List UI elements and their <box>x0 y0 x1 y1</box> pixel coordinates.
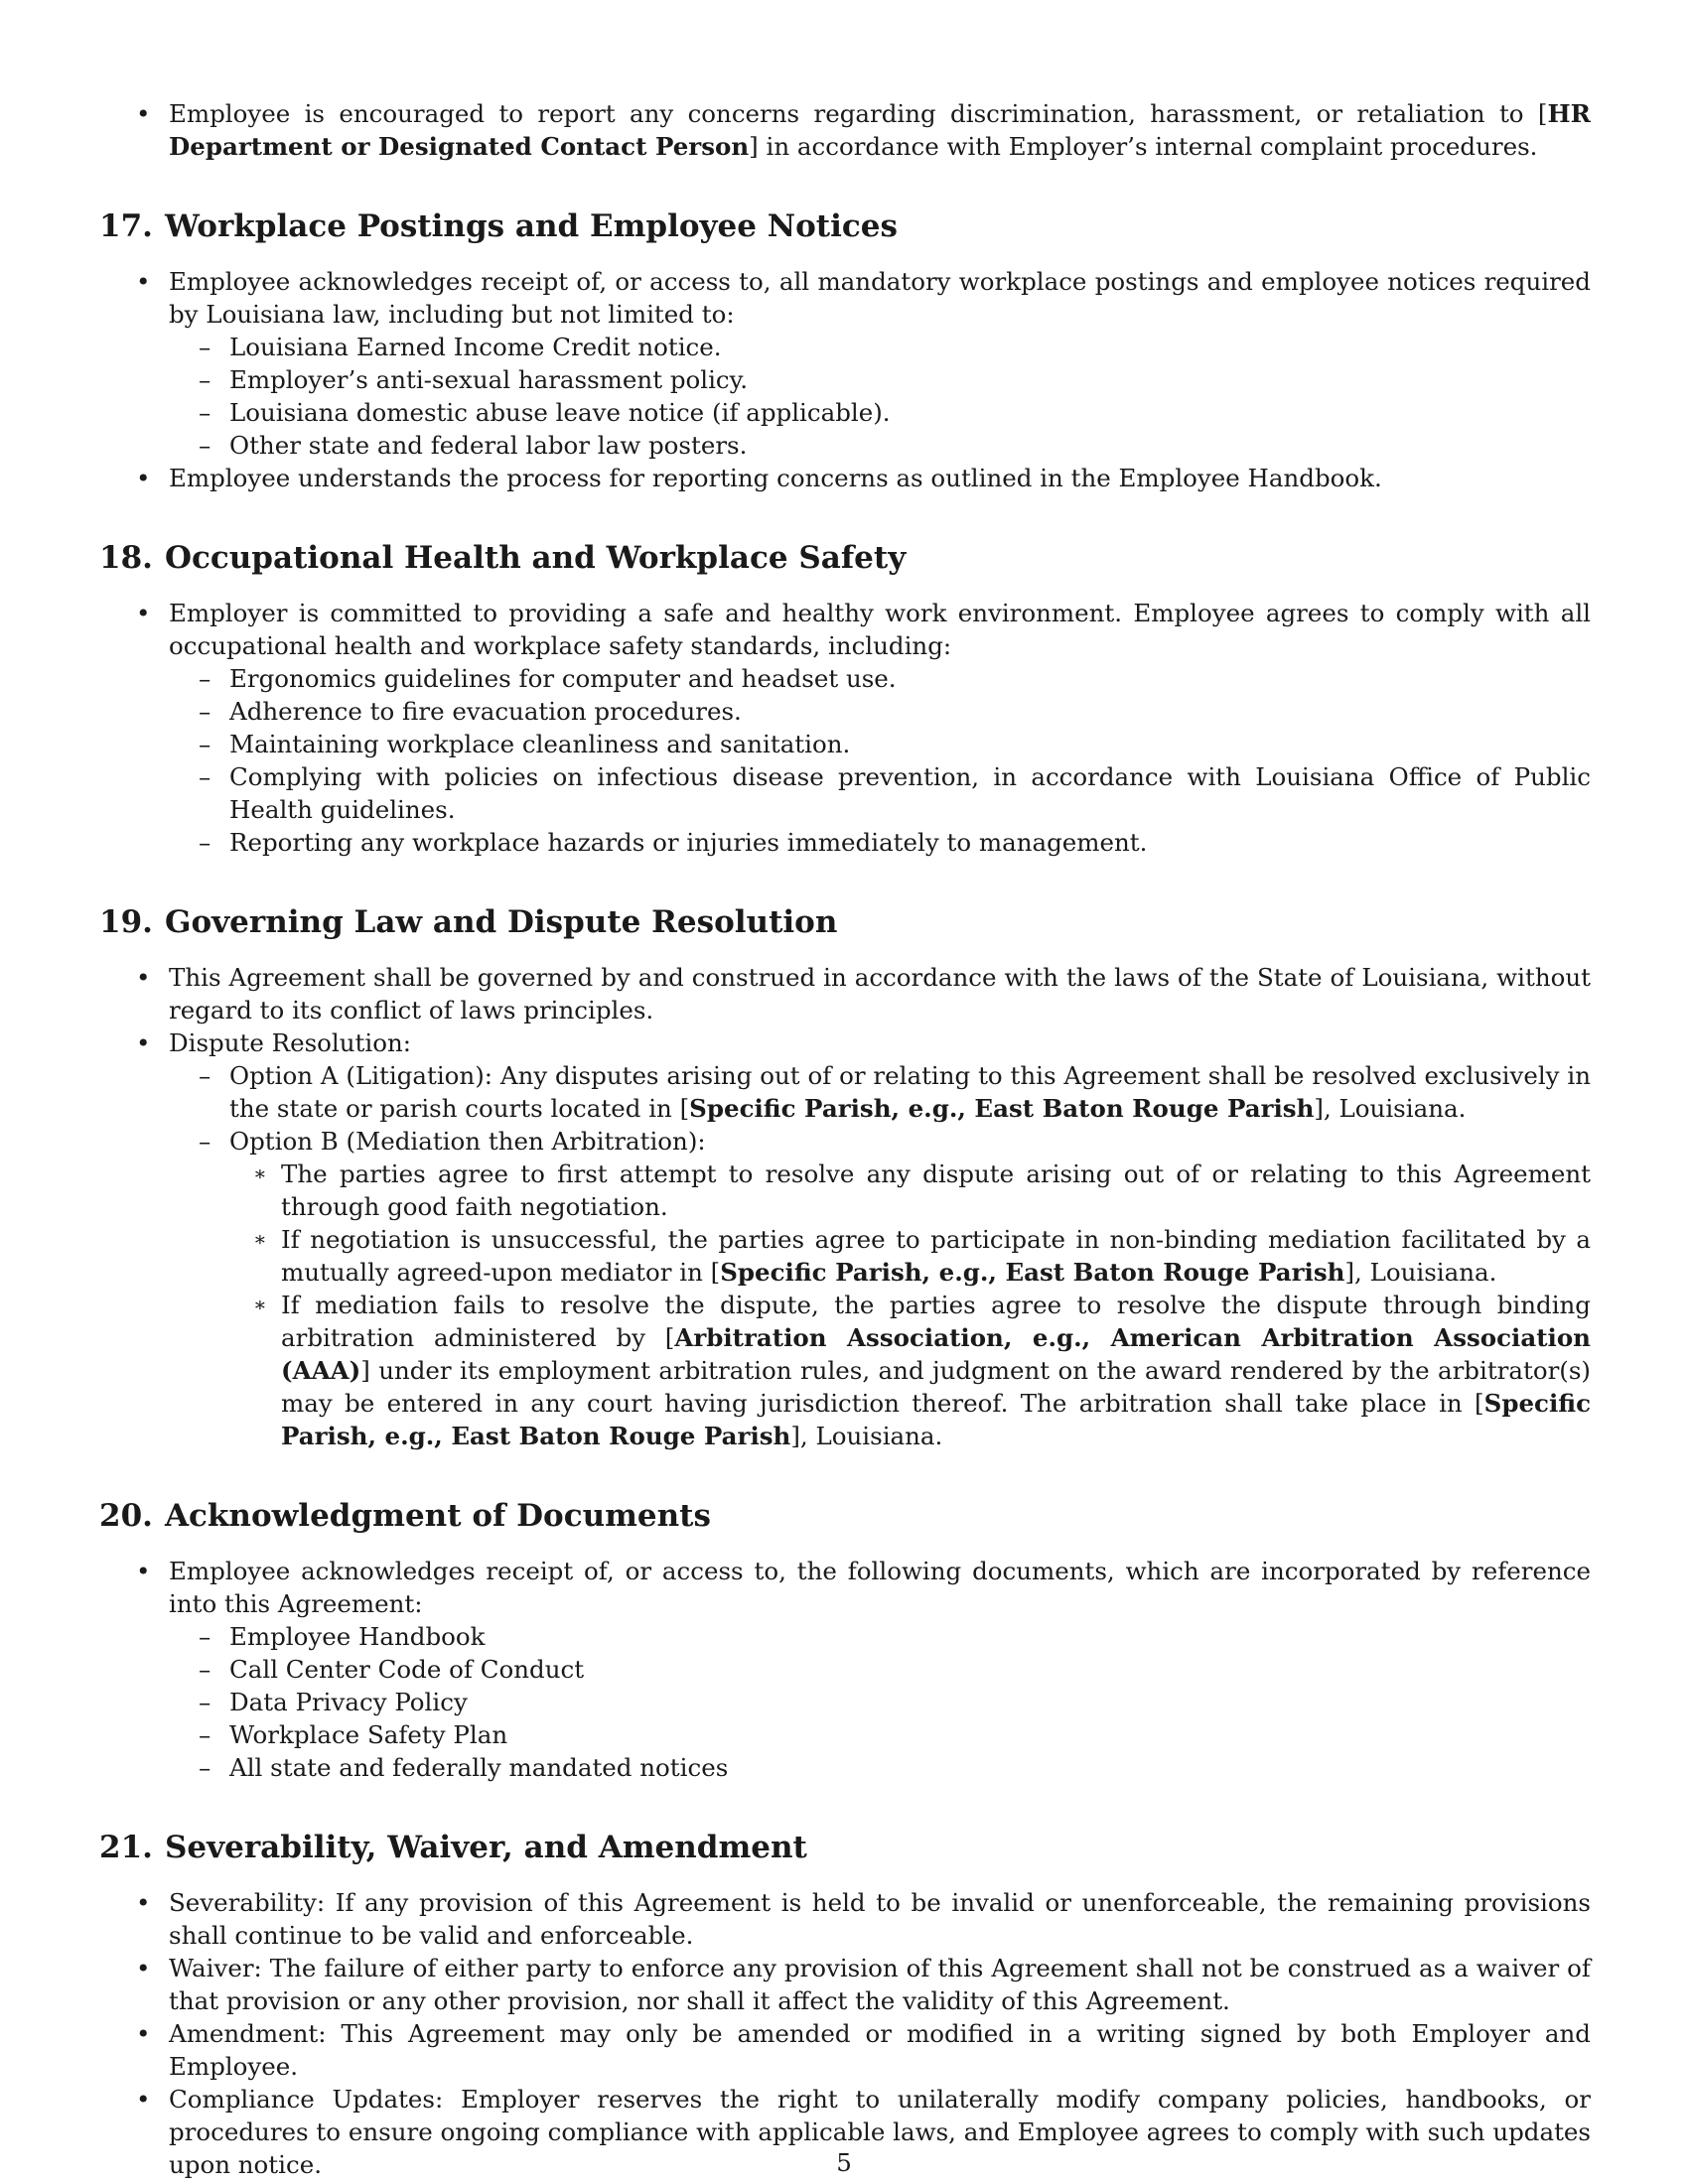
dash-marker: – <box>199 1061 211 1090</box>
option-a-item <box>169 1059 1591 1125</box>
step-text-middle: ] under its employment arbitration rules, and judgment on the award rendered by the arbitrator(s) may be entered in any court having jurisdiction thereof. The arbitration shall take place in [ <box>281 1356 1591 1418</box>
step-text: The parties agree to first attempt to resolve any dispute arising out of or relating to this Agreement through good faith negotiation. <box>281 1160 1591 1221</box>
sublist-item <box>169 1620 1591 1653</box>
bullet-marker: • <box>136 2085 151 2114</box>
list-item <box>99 1886 1591 1952</box>
sublist-item <box>169 1686 1591 1718</box>
step-bold-parish: Specific Parish, e.g., East Baton Rouge Parish <box>281 1389 1591 1450</box>
sublist-item <box>169 728 1591 760</box>
dash-marker: – <box>199 828 211 857</box>
dash-marker: – <box>199 730 211 758</box>
list-item <box>99 97 1591 163</box>
dash-marker: – <box>199 398 211 427</box>
page-number: 5 <box>836 2148 852 2177</box>
dash-marker: – <box>199 664 211 693</box>
section-18-list <box>99 597 1591 859</box>
list-item-text: Dispute Resolution: <box>169 1028 411 1057</box>
dash-marker: – <box>199 333 211 361</box>
bullet-marker: • <box>136 2019 151 2048</box>
step-text-after: ], Louisiana. <box>1344 1258 1497 1287</box>
star-marker: ∗ <box>253 1227 267 1251</box>
sublist-item <box>169 1718 1591 1751</box>
list-item-text: Employee acknowledges receipt of, or access to, the following documents, which are incorporated by reference into this Agreement: <box>169 1557 1591 1618</box>
bullet-marker: • <box>136 963 151 992</box>
sublist-item <box>169 429 1591 462</box>
option-a-bold-parish: Specific Parish, e.g., East Baton Rouge Parish <box>689 1094 1315 1123</box>
sublist-item <box>169 331 1591 363</box>
dispute-options-list <box>169 1059 1591 1452</box>
dash-marker: – <box>199 365 211 394</box>
section-heading-18 <box>99 540 1591 576</box>
step-bold-parish: Specific Parish, e.g., East Baton Rouge Parish <box>720 1258 1345 1287</box>
intro-text-after: ] in accordance with Employer’s internal complaint procedures. <box>749 132 1538 161</box>
step-text-before: If mediation fails to resolve the dispute, the parties agree to resolve the dispute through binding arbitration administered by [ <box>281 1291 1591 1352</box>
section-number: 20. <box>99 1498 153 1534</box>
sublist-item-text: Employee Handbook <box>229 1622 486 1651</box>
sublist-item-text: Data Privacy Policy <box>229 1688 468 1716</box>
bullet-marker: • <box>136 599 151 627</box>
bullet-marker: • <box>136 267 151 296</box>
section-heading-17 <box>99 208 1591 244</box>
list-item-text: This Agreement shall be governed by and construed in accordance with the laws of the State of Louisiana, without regard to its conflict of laws principles. <box>169 963 1591 1024</box>
section-number: 17. <box>99 208 153 244</box>
sublist-item <box>169 662 1591 695</box>
section-21-list <box>99 1886 1591 2181</box>
section-19-list <box>99 961 1591 1452</box>
sublist-item-text: Complying with policies on infectious disease prevention, in accordance with Louisiana Office of Public Health guidelines. <box>229 762 1591 824</box>
list-item <box>99 2017 1591 2083</box>
section-number: 19. <box>99 904 153 940</box>
section-title: Governing Law and Dispute Resolution <box>165 904 838 940</box>
list-item-text: Employer is committed to providing a safe and healthy work environment. Employee agrees to comply with all occupational health and workplace safety standards, including: <box>169 599 1591 660</box>
section-17-list <box>99 265 1591 494</box>
section-heading-21 <box>99 1830 1591 1865</box>
section-20-sublist <box>169 1620 1591 1784</box>
dash-marker: – <box>199 762 211 791</box>
list-item <box>99 462 1591 494</box>
sublist-item-text: Louisiana Earned Income Credit notice. <box>229 333 722 361</box>
star-marker: ∗ <box>253 1161 267 1185</box>
bullet-marker: • <box>136 1888 151 1917</box>
bullet-marker: • <box>136 1954 151 1982</box>
dash-marker: – <box>199 1127 211 1156</box>
option-b-steps-list <box>229 1158 1591 1452</box>
bullet-marker: • <box>136 1557 151 1585</box>
section-heading-19 <box>99 904 1591 940</box>
sublist-item <box>169 760 1591 826</box>
section-title: Severability, Waiver, and Amendment <box>165 1830 807 1865</box>
section-number: 21. <box>99 1830 153 1865</box>
sublist-item <box>169 363 1591 396</box>
list-item <box>99 1555 1591 1784</box>
sublist-item-text: Employer’s anti-sexual harassment policy. <box>229 365 749 394</box>
list-item-text: Waiver: The failure of either party to enforce any provision of this Agreement shall not be construed as a waiver of that provision or any other provision, nor shall it affect the validity of this Agreement. <box>169 1954 1591 2015</box>
dash-marker: – <box>199 697 211 726</box>
sublist-item-text: Ergonomics guidelines for computer and headset use. <box>229 664 897 693</box>
section-title: Occupational Health and Workplace Safety <box>165 540 907 576</box>
dash-marker: – <box>199 431 211 460</box>
sublist-item <box>169 1751 1591 1784</box>
option-b-step <box>229 1158 1591 1223</box>
sublist-item <box>169 396 1591 429</box>
list-item-text: Employee understands the process for reporting concerns as outlined in the Employee Handbook. <box>169 464 1382 492</box>
list-item <box>99 961 1591 1026</box>
dash-marker: – <box>199 1688 211 1716</box>
list-item-text: Amendment: This Agreement may only be amended or modified in a writing signed by both Employer and Employee. <box>169 2019 1591 2081</box>
section-title: Acknowledgment of Documents <box>165 1498 711 1534</box>
intro-text-before: Employee is encouraged to report any concerns regarding discrimination, harassment, or retaliation to [ <box>169 99 1548 128</box>
list-item <box>99 1026 1591 1452</box>
dash-marker: – <box>199 1720 211 1749</box>
option-a-text-after: ], Louisiana. <box>1314 1094 1467 1123</box>
section-18-sublist <box>169 662 1591 859</box>
list-item-text: Severability: If any provision of this Agreement is held to be invalid or unenforceable, the remaining provisions shall continue to be valid and enforceable. <box>169 1888 1591 1950</box>
option-b-step <box>229 1289 1591 1452</box>
intro-list <box>99 97 1591 163</box>
sublist-item-text: Call Center Code of Conduct <box>229 1655 585 1684</box>
dash-marker: – <box>199 1622 211 1651</box>
sublist-item-text: All state and federally mandated notices <box>229 1753 729 1782</box>
intro-bold-contact: HR Department or Designated Contact Person <box>169 99 1591 161</box>
list-item-text: Employee acknowledges receipt of, or access to, all mandatory workplace postings and employee notices required by Louisiana law, including but not limited to: <box>169 267 1591 329</box>
list-item <box>99 265 1591 462</box>
section-number: 18. <box>99 540 153 576</box>
option-b-item <box>169 1125 1591 1452</box>
sublist-item-text: Maintaining workplace cleanliness and sanitation. <box>229 730 851 758</box>
section-heading-20 <box>99 1498 1591 1534</box>
list-item <box>99 597 1591 859</box>
sublist-item-text: Other state and federal labor law posters. <box>229 431 748 460</box>
sublist-item-text: Louisiana domestic abuse leave notice (if applicable). <box>229 398 891 427</box>
section-17-sublist <box>169 331 1591 462</box>
bullet-marker: • <box>136 464 151 492</box>
bullet-marker: • <box>136 1028 151 1057</box>
sublist-item-text: Adherence to fire evacuation procedures. <box>229 697 742 726</box>
option-b-step <box>229 1223 1591 1289</box>
dash-marker: – <box>199 1753 211 1782</box>
sublist-item <box>169 826 1591 859</box>
page-content <box>99 97 1591 2181</box>
sublist-item <box>169 1653 1591 1686</box>
step-bold-association: Arbitration Association, e.g., American Arbitration Association (AAA) <box>281 1323 1591 1385</box>
star-marker: ∗ <box>253 1293 267 1316</box>
step-text-before: If negotiation is unsuccessful, the parties agree to participate in non-binding mediation facilitated by a mutually agreed-upon mediator in [ <box>281 1225 1591 1287</box>
step-text-after: ], Louisiana. <box>790 1422 943 1450</box>
sublist-item-text: Workplace Safety Plan <box>229 1720 508 1749</box>
sublist-item-text: Reporting any workplace hazards or injuries immediately to management. <box>229 828 1148 857</box>
bullet-marker: • <box>136 99 151 128</box>
option-a-text-before: Option A (Litigation): Any disputes arising out of or relating to this Agreement shall be resolved exclusively in the state or parish courts located in [ <box>229 1061 1591 1123</box>
option-b-text: Option B (Mediation then Arbitration): <box>229 1127 706 1156</box>
section-title: Workplace Postings and Employee Notices <box>165 208 898 244</box>
sublist-item <box>169 695 1591 728</box>
list-item-text: Compliance Updates: Employer reserves the right to unilaterally modify company policies, handbooks, or procedures to ensure ongoing compliance with applicable laws, and Employee agrees to comply with such updates upon notice. <box>169 2085 1591 2179</box>
dash-marker: – <box>199 1655 211 1684</box>
list-item <box>99 1952 1591 2017</box>
section-20-list <box>99 1555 1591 1784</box>
